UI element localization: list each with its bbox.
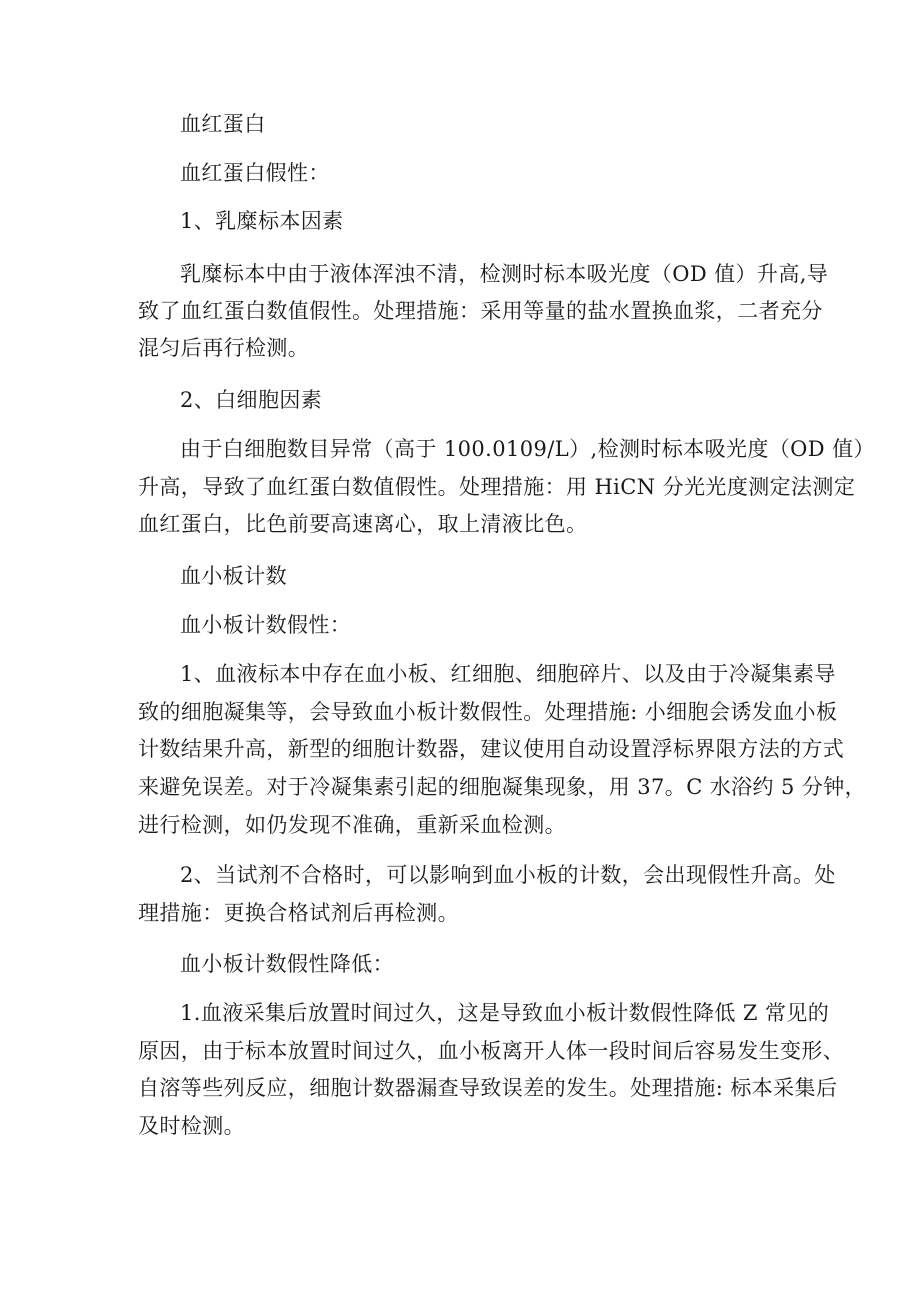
heading-hemoglobin-false: 血红蛋白假性： xyxy=(180,161,330,185)
paragraph-line: 1、血液标本中存在血小板、红细胞、细胞碎片、以及由于冷凝集素导 xyxy=(180,662,836,686)
paragraph-line: 来避免误差。对于冷凝集素引起的细胞凝集现象，用 37。C 水浴约 5 分钟， xyxy=(138,775,867,799)
paragraph-line: 原因，由于标本放置时间过久，血小板离开人体一段时间后容易发生变形、 xyxy=(138,1039,845,1063)
heading-platelet-decrease: 血小板计数假性降低： xyxy=(180,952,394,976)
heading-platelet-count: 血小板计数 xyxy=(180,564,287,588)
paragraph-line: 混匀后再行检测。 xyxy=(138,336,310,360)
paragraph-line: 进行检测，如仍发现不准确，重新采血检测。 xyxy=(138,813,566,837)
paragraph-line: 自溶等些列反应，细胞计数器漏查导致误差的发生。处理措施: 标本采集后 xyxy=(138,1076,838,1100)
paragraph-line: 血红蛋白，比色前要高速离心，取上清液比色。 xyxy=(138,512,588,536)
paragraph-line: 及时检测。 xyxy=(138,1114,245,1138)
paragraph-line: 由于白细胞数目异常（高于 100.0109/L）,检测时标本吸光度（OD 值） xyxy=(180,437,875,461)
paragraph-line: 乳糜标本中由于液体浑浊不清，检测时标本吸光度（OD 值）升高,导 xyxy=(180,262,829,286)
paragraph-line: 1.血液采集后放置时间过久，这是导致血小板计数假性降低 Z 常见的 xyxy=(180,1001,830,1025)
paragraph-line: 致的细胞凝集等，会导致血小板计数假性。处理措施: 小细胞会诱发血小板 xyxy=(138,700,838,724)
heading-platelet-false: 血小板计数假性： xyxy=(180,613,352,637)
heading-hemoglobin: 血红蛋白 xyxy=(180,112,266,136)
paragraph-line: 致了血红蛋白数值假性。处理措施：采用等量的盐水置换血浆，二者充分 xyxy=(138,299,823,323)
heading-chylous-factor: 1、乳糜标本因素 xyxy=(180,209,344,233)
paragraph-line: 计数结果升高，新型的细胞计数器，建议使用自动设置浮标界限方法的方式 xyxy=(138,737,845,761)
paragraph-line: 2、当试剂不合格时，可以影响到血小板的计数，会出现假性升高。处 xyxy=(180,863,836,887)
paragraph-line: 理措施：更换合格试剂后再检测。 xyxy=(138,901,459,925)
heading-wbc-factor: 2、白细胞因素 xyxy=(180,388,323,412)
paragraph-line: 升高，导致了血红蛋白数值假性。处理措施：用 HiCN 分光光度测定法测定 xyxy=(138,475,856,499)
